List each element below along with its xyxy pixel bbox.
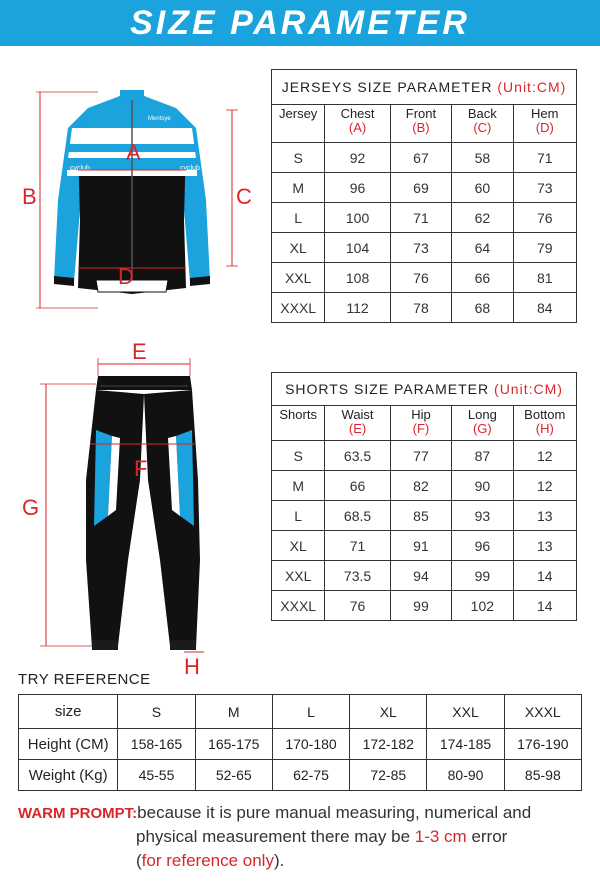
table-row: XL 104 73 64 79 — [272, 233, 577, 263]
table-row: Weight (Kg) 45-55 52-65 62-75 72-85 80-90 85-98 — [19, 760, 582, 791]
jersey-brand-text: Mentsye — [148, 116, 171, 122]
shorts-table-unit: (Unit:CM) — [494, 381, 563, 397]
shorts-table-caption — [272, 373, 577, 406]
jersey-header-hem: Hem (D) — [513, 105, 576, 143]
table-row: XXXL 76 99 102 14 — [272, 591, 577, 621]
jersey-club-text: cycling club — [144, 135, 181, 142]
reference-header-size: size — [19, 695, 118, 729]
jersey-table-unit: (Unit:CM) — [497, 79, 567, 95]
warm-prompt-line2: physical measurement there may be — [136, 827, 415, 846]
table-row: M 66 82 90 12 — [272, 471, 577, 501]
shorts-size-table — [271, 372, 577, 621]
shorts-header-size: Shorts — [272, 406, 325, 441]
diagram-label-a: A — [126, 140, 141, 165]
jersey-sleeve-logo-right: cyclub — [180, 165, 200, 172]
shorts-header-bottom: Bottom (H) — [513, 406, 576, 441]
diagram-label-c: C — [236, 184, 252, 209]
table-row: L 100 71 62 76 — [272, 203, 577, 233]
table-row: L 68.5 85 93 13 — [272, 501, 577, 531]
warm-prompt-error-range: 1-3 cm — [414, 827, 467, 846]
jersey-size-table — [271, 69, 577, 323]
jersey-sleeve-logo-left: cyclub — [70, 165, 90, 172]
diagram-label-g: G — [22, 495, 40, 520]
shorts-header-long: Long (G) — [452, 406, 513, 441]
jersey-table-caption — [272, 70, 577, 105]
table-row: M 96 69 60 73 — [272, 173, 577, 203]
warm-prompt-reference-note: for reference only — [141, 851, 274, 870]
try-reference-title: TRY REFERENCE — [18, 671, 151, 688]
jersey-header-size: Jersey — [272, 105, 325, 143]
table-row: XXL 73.5 94 99 14 — [272, 561, 577, 591]
diagram-label-f: F — [134, 456, 148, 481]
diagram-label-b: B — [22, 184, 37, 209]
jersey-header-front: Front (B) — [390, 105, 451, 143]
shorts-table-title: SHORTS SIZE PARAMETER — [285, 381, 490, 397]
table-row: XL 71 91 96 13 — [272, 531, 577, 561]
try-reference-table: size S M L XL XXL XXXL Height (CM) 158-165 165-175 170-180 172-182 174-185 176-190 Weight (Kg) 45-55 52-65 62-75 72-85 80-90 85-98 — [18, 694, 582, 791]
page-title: SIZE PARAMETER — [130, 4, 470, 42]
jersey-table-title: JERSEYS SIZE PARAMETER — [281, 79, 493, 95]
table-row: S 63.5 77 87 12 — [272, 441, 577, 471]
jersey-header-back: Back (C) — [452, 105, 513, 143]
shorts-header-hip: Hip (F) — [390, 406, 451, 441]
jersey-header-chest: Chest (A) — [325, 105, 390, 143]
shorts-header-waist: Waist (E) — [325, 406, 390, 441]
diagram-label-d: D — [118, 264, 134, 289]
table-row: XXXL 112 78 68 84 — [272, 293, 577, 323]
table-row: XXL 108 76 66 81 — [272, 263, 577, 293]
table-row: Height (CM) 158-165 165-175 170-180 172-182 174-185 176-190 — [19, 729, 582, 760]
jersey-illustration — [0, 80, 270, 320]
diagram-label-h: H — [184, 654, 200, 679]
diagram-label-e: E — [132, 339, 147, 364]
warm-prompt-label: WARM PROMPT: — [18, 805, 138, 822]
shorts-illustration — [0, 340, 270, 680]
table-row: S 92 67 58 71 — [272, 143, 577, 173]
warm-prompt-line1: because it is pure manual measuring, numerical and — [137, 803, 532, 822]
